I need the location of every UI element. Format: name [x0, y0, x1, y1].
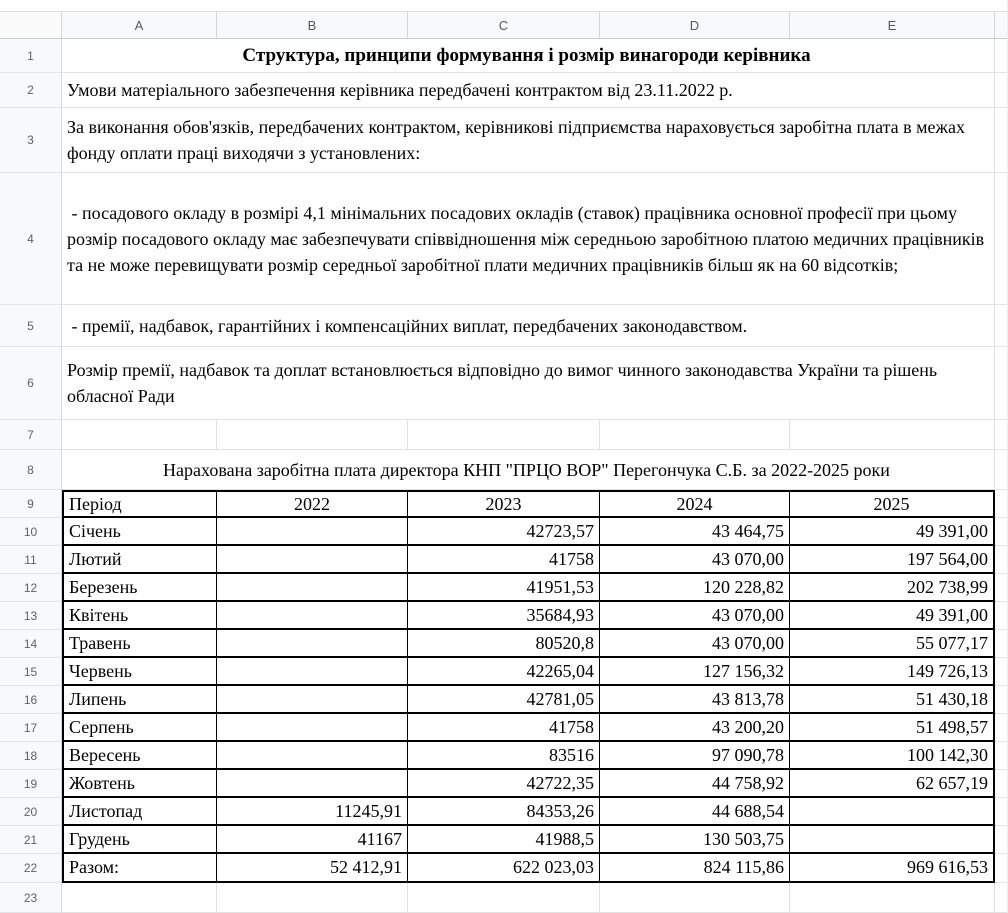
cell-month[interactable]: Травень — [62, 630, 217, 658]
row-number[interactable]: 9 — [0, 490, 62, 518]
row-number[interactable]: 2 — [0, 73, 62, 108]
row-4 — [0, 173, 1008, 305]
table-header-2023[interactable]: 2023 — [408, 490, 600, 518]
cell-sliver[interactable] — [995, 546, 1008, 574]
cell-value[interactable]: 43 070,00 — [600, 546, 790, 574]
table-header-2025[interactable]: 2025 — [790, 490, 995, 518]
cell-sliver[interactable] — [995, 305, 1008, 347]
cell-value[interactable]: 80520,8 — [408, 630, 600, 658]
cell-sliver[interactable] — [995, 39, 1008, 73]
column-header-f-sliver[interactable] — [995, 11, 1008, 39]
cell-value[interactable]: 42781,05 — [408, 686, 600, 714]
cell[interactable] — [217, 883, 408, 913]
cell[interactable] — [217, 420, 408, 450]
row-number[interactable]: 10 — [0, 518, 62, 546]
cell-value[interactable]: 44 758,92 — [600, 770, 790, 798]
row-number[interactable]: 22 — [0, 854, 62, 883]
cell-value[interactable]: 100 142,30 — [790, 742, 995, 770]
cell-sliver[interactable] — [995, 450, 1008, 490]
cell-value[interactable]: 127 156,32 — [600, 658, 790, 686]
cell-sliver[interactable] — [995, 173, 1008, 305]
cell-value[interactable]: 42722,35 — [408, 770, 600, 798]
cell-sliver[interactable] — [995, 883, 1008, 913]
cell-value[interactable]: 43 464,75 — [600, 518, 790, 546]
row-8 — [0, 450, 1008, 490]
row-1 — [0, 39, 1008, 73]
cell-value[interactable]: 41758 — [408, 714, 600, 742]
cell-value[interactable]: 49 391,00 — [790, 518, 995, 546]
row-23 — [0, 883, 1008, 913]
cell-value[interactable]: 55 077,17 — [790, 630, 995, 658]
cell-sliver[interactable] — [995, 798, 1008, 826]
base-salary-clause-cell[interactable]: - посадового окладу в розмірі 4,1 мінімальних посадових окладів (ставок) працівника основної професії при цьому розмір посадового окладу має забезпечувати співвідношення між середньою заробітною платою медичних працівників та не може перевищувати розмір середньої заробітної плати медичних працівників більш як на 60 відсотків; — [62, 173, 995, 305]
row-number[interactable]: 4 — [0, 173, 62, 305]
cell-sliver[interactable] — [995, 518, 1008, 546]
cell-sliver[interactable] — [995, 714, 1008, 742]
cell-total-label[interactable]: Разом: — [62, 854, 217, 883]
cell-value[interactable]: 49 391,00 — [790, 602, 995, 630]
row-number[interactable]: 20 — [0, 798, 62, 826]
cell-sliver[interactable] — [995, 108, 1008, 173]
cell-total-2024[interactable]: 824 115,86 — [600, 854, 790, 883]
row-3 — [0, 108, 1008, 173]
cell-month[interactable]: Грудень — [62, 826, 217, 854]
row-number[interactable]: 12 — [0, 574, 62, 602]
cell-sliver[interactable] — [995, 854, 1008, 883]
cell-value[interactable]: 120 228,82 — [600, 574, 790, 602]
cell-value[interactable] — [217, 770, 408, 798]
cell-sliver[interactable] — [995, 770, 1008, 798]
top-strip — [0, 0, 1007, 11]
cell-value[interactable]: 51 498,57 — [790, 714, 995, 742]
cell-value[interactable]: 41167 — [217, 826, 408, 854]
cell[interactable] — [600, 420, 790, 450]
cell[interactable] — [790, 883, 995, 913]
cell-sliver[interactable] — [995, 826, 1008, 854]
cell-sliver[interactable] — [995, 574, 1008, 602]
cell-value[interactable]: 197 564,00 — [790, 546, 995, 574]
cell[interactable] — [408, 420, 600, 450]
cell-value[interactable] — [217, 546, 408, 574]
column-header-d[interactable]: D — [600, 11, 790, 39]
cell-value[interactable] — [217, 714, 408, 742]
cell-value[interactable]: 41988,5 — [408, 826, 600, 854]
column-header-c[interactable]: C — [408, 11, 600, 39]
contract-terms-cell[interactable]: Умови матеріального забезпечення керівника передбачені контрактом від 23.11.2022 р. — [62, 73, 995, 108]
cell-month[interactable]: Липень — [62, 686, 217, 714]
cell-total-2025[interactable]: 969 616,53 — [790, 854, 995, 883]
cell-month[interactable]: Лютий — [62, 546, 217, 574]
table-row-lyutyi — [0, 546, 1008, 574]
cell-sliver[interactable] — [995, 602, 1008, 630]
cell-value[interactable] — [790, 826, 995, 854]
cell-value[interactable]: 43 070,00 — [600, 630, 790, 658]
table-row-cherven — [0, 658, 1008, 686]
row-number[interactable]: 1 — [0, 39, 62, 73]
cell-value[interactable]: 84353,26 — [408, 798, 600, 826]
cell-sliver[interactable] — [995, 630, 1008, 658]
cell-value[interactable] — [217, 574, 408, 602]
salary-basis-cell[interactable]: За виконання обов'язків, передбачених контрактом, керівникові підприємства нараховується заробітна плата в межах фонду оплати праці виходячи з установлених: — [62, 108, 995, 173]
cell-sliver[interactable] — [995, 347, 1008, 420]
table-row-kviten — [0, 602, 1008, 630]
row-number[interactable]: 14 — [0, 630, 62, 658]
select-all-corner[interactable] — [0, 11, 62, 39]
cell-value[interactable] — [217, 602, 408, 630]
cell[interactable] — [62, 420, 217, 450]
column-headers-row — [0, 11, 1008, 39]
cell-sliver[interactable] — [995, 490, 1008, 518]
row-number[interactable]: 11 — [0, 546, 62, 574]
table-row-sichen — [0, 518, 1008, 546]
cell-value[interactable] — [790, 798, 995, 826]
cell-value[interactable]: 51 430,18 — [790, 686, 995, 714]
cell-value[interactable]: 41758 — [408, 546, 600, 574]
cell-month[interactable]: Жовтень — [62, 770, 217, 798]
cell-value[interactable]: 41951,53 — [408, 574, 600, 602]
cell-month[interactable]: Квітень — [62, 602, 217, 630]
cell-value[interactable]: 130 503,75 — [600, 826, 790, 854]
row-number[interactable]: 8 — [0, 450, 62, 490]
row-number[interactable]: 16 — [0, 686, 62, 714]
cell-value[interactable]: 44 688,54 — [600, 798, 790, 826]
row-5 — [0, 305, 1008, 347]
cell-value[interactable]: 83516 — [408, 742, 600, 770]
cell-total-2022[interactable]: 52 412,91 — [217, 854, 408, 883]
cell-month[interactable]: Червень — [62, 658, 217, 686]
table-header-period[interactable]: Період — [62, 490, 217, 518]
cell[interactable] — [408, 883, 600, 913]
row-number[interactable]: 6 — [0, 347, 62, 420]
cell-value[interactable]: 202 738,99 — [790, 574, 995, 602]
cell-month[interactable]: Серпень — [62, 714, 217, 742]
column-header-a[interactable]: A — [62, 11, 217, 39]
cell-sliver[interactable] — [995, 742, 1008, 770]
table-row-total — [0, 854, 1008, 883]
cell-value[interactable]: 35684,93 — [408, 602, 600, 630]
row-number[interactable]: 17 — [0, 714, 62, 742]
table-row-lypen — [0, 686, 1008, 714]
cell-value[interactable]: 43 200,20 — [600, 714, 790, 742]
cell-sliver[interactable] — [995, 658, 1008, 686]
cell-value[interactable]: 43 070,00 — [600, 602, 790, 630]
cell-month[interactable]: Листопад — [62, 798, 217, 826]
cell-month[interactable]: Вересень — [62, 742, 217, 770]
row-6 — [0, 347, 1008, 420]
table-header-2024[interactable]: 2024 — [600, 490, 790, 518]
table-row-zhovten — [0, 770, 1008, 798]
cell[interactable] — [62, 883, 217, 913]
table-row-lystopad — [0, 798, 1008, 826]
cell-value[interactable] — [217, 630, 408, 658]
row-number[interactable]: 18 — [0, 742, 62, 770]
cell-value[interactable] — [217, 658, 408, 686]
row-number[interactable]: 15 — [0, 658, 62, 686]
column-header-e[interactable]: E — [790, 11, 995, 39]
table-row-veresen — [0, 742, 1008, 770]
row-number[interactable]: 13 — [0, 602, 62, 630]
cell-month[interactable]: Січень — [62, 518, 217, 546]
row-number[interactable]: 23 — [0, 883, 62, 913]
row-number[interactable]: 3 — [0, 108, 62, 173]
table-row-hruden — [0, 826, 1008, 854]
bonus-regulation-cell[interactable]: Розмір премії, надбавок та доплат встановлюється відповідно до вимог чинного законодавства України та рішень обласної Ради — [62, 347, 995, 420]
cell-value[interactable]: 42723,57 — [408, 518, 600, 546]
cell-sliver[interactable] — [995, 73, 1008, 108]
table-row-traven — [0, 630, 1008, 658]
cell-value[interactable]: 11245,91 — [217, 798, 408, 826]
cell-value[interactable]: 42265,04 — [408, 658, 600, 686]
cell-value[interactable]: 149 726,13 — [790, 658, 995, 686]
cell[interactable] — [790, 420, 995, 450]
cell-sliver[interactable] — [995, 686, 1008, 714]
bonus-clause-cell[interactable]: - премії, надбавок, гарантійних і компенсаційних виплат, передбачених законодавством. — [62, 305, 995, 347]
cell-value[interactable]: 97 090,78 — [600, 742, 790, 770]
row-number[interactable]: 21 — [0, 826, 62, 854]
row-number[interactable]: 7 — [0, 420, 62, 450]
sheet-title-cell[interactable]: Структура, принципи формування і розмір винагороди керівника — [62, 39, 995, 73]
cell-value[interactable] — [217, 742, 408, 770]
cell-value[interactable] — [217, 518, 408, 546]
table-row-berezen — [0, 574, 1008, 602]
cell[interactable] — [600, 883, 790, 913]
cell-value[interactable]: 43 813,78 — [600, 686, 790, 714]
table-title-cell[interactable]: Нарахована заробітна плата директора КНП "ПРЦО ВОР" Перегончука С.Б. за 2022-2025 роки — [62, 450, 995, 490]
row-7 — [0, 420, 1008, 450]
row-number[interactable]: 19 — [0, 770, 62, 798]
cell-sliver[interactable] — [995, 420, 1008, 450]
table-header-2022[interactable]: 2022 — [217, 490, 408, 518]
row-number[interactable]: 5 — [0, 305, 62, 347]
table-row-serpen — [0, 714, 1008, 742]
cell-month[interactable]: Березень — [62, 574, 217, 602]
cell-total-2023[interactable]: 622 023,03 — [408, 854, 600, 883]
cell-value[interactable] — [217, 686, 408, 714]
row-2 — [0, 73, 1008, 108]
cell-value[interactable]: 62 657,19 — [790, 770, 995, 798]
column-header-b[interactable]: B — [217, 11, 408, 39]
salary-table-header-row — [0, 490, 1008, 518]
